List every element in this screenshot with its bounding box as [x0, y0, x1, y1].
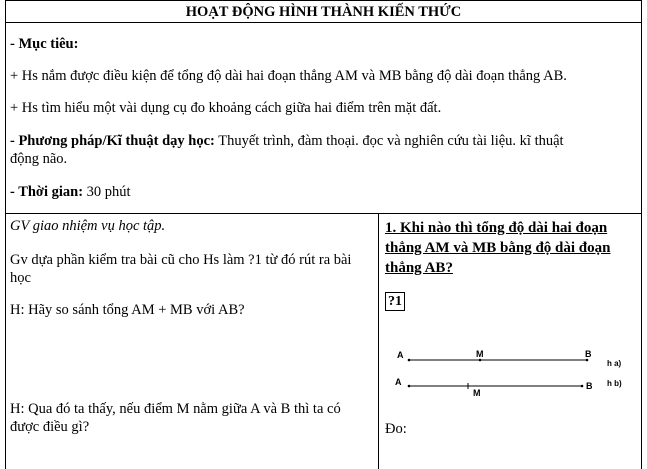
point-b [581, 385, 584, 388]
point-label-m: M [476, 349, 484, 359]
point-m [479, 359, 482, 362]
method-text-continued: động não. [10, 151, 68, 167]
time-label: - Thời gian: [10, 184, 84, 200]
point-label-b: B [586, 381, 593, 391]
figure-caption-b: h b) [607, 379, 622, 388]
question-conclusion-continued: được điều gì? [10, 419, 90, 435]
column-divider [378, 213, 379, 469]
time-value: 30 phút [83, 184, 131, 200]
objective-item: + Hs nắm được điều kiện để tổng độ dài hai đoạn thẳng AM và MB bằng độ dài đoạn thẳng AB. [10, 68, 567, 84]
section-heading: 1. Khi nào thì tổng độ dài hai đoạn [385, 220, 608, 236]
segment-figure [390, 345, 640, 400]
figure-caption-a: h a) [607, 359, 622, 368]
header-section-divider [5, 213, 642, 214]
point-label-m: M [473, 388, 481, 398]
section-heading-line2: thẳng AM và MB bằng độ dài đoạn [385, 240, 611, 256]
question-compare: H: Hãy so sánh tổng AM + MB với AB? [10, 302, 245, 318]
page-title: HOẠT ĐỘNG HÌNH THÀNH KIẾN THỨC [185, 4, 462, 20]
question-tag: ?1 [385, 292, 405, 311]
section-heading-line3: thẳng AB? [385, 260, 453, 276]
table-border-left [5, 0, 6, 469]
method-label: - Phương pháp/Kĩ thuật dạy học: [10, 133, 215, 149]
time-line [10, 183, 131, 201]
measure-label: Đo: [385, 421, 407, 437]
point-label-b: B [585, 349, 592, 359]
teacher-instruction: Gv dựa phần kiểm tra bài cũ cho Hs làm ?1 từ đó rút ra bài [10, 252, 352, 268]
point-label-a: A [397, 350, 404, 360]
title-row-divider [5, 22, 642, 23]
point-label-a: A [395, 377, 402, 387]
objective-item: + Hs tìm hiểu một vài dụng cụ đo khoảng cách giữa hai điểm trên mặt đất. [10, 100, 442, 116]
method-line [10, 132, 564, 150]
point-a [408, 385, 411, 388]
teacher-task: GV giao nhiệm vụ học tập. [10, 218, 166, 234]
table-border-top [5, 0, 642, 1]
method-text: Thuyết trình, đàm thoại. đọc và nghiên cứu tài liệu. kĩ thuật [214, 133, 564, 149]
point-b [586, 359, 589, 362]
question-conclusion: H: Qua đó ta thấy, nếu điểm M nằm giữa A và B thì ta có [10, 401, 341, 417]
table-border-right [641, 0, 642, 469]
point-a [408, 359, 411, 362]
teacher-instruction-continued: học [10, 270, 31, 286]
objectives-label: - Mục tiêu: [10, 36, 79, 52]
